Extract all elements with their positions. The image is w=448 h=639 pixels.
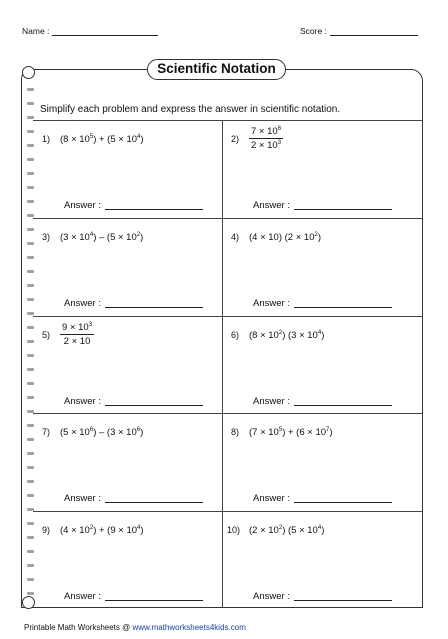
binder-notch bbox=[27, 270, 34, 273]
binder-notch bbox=[27, 340, 34, 343]
problem-number: 2) bbox=[231, 134, 240, 144]
answer-field[interactable] bbox=[253, 493, 392, 504]
answer-label: Answer : bbox=[253, 591, 290, 602]
answer-line[interactable] bbox=[294, 307, 392, 308]
fraction-numerator: $7 \times 10^6$ bbox=[251, 126, 282, 138]
answer-line[interactable] bbox=[105, 405, 203, 406]
problem-3 bbox=[40, 218, 230, 316]
answer-line[interactable] bbox=[294, 600, 392, 601]
binder-notch bbox=[27, 256, 34, 259]
binder-notch bbox=[27, 494, 34, 497]
binder-notch bbox=[27, 326, 34, 329]
score-field[interactable] bbox=[300, 26, 418, 36]
answer-label: Answer : bbox=[64, 298, 101, 309]
binder-notch bbox=[27, 396, 34, 399]
problem-fraction bbox=[249, 126, 283, 151]
problem-1 bbox=[40, 120, 230, 218]
binder-notch bbox=[27, 564, 34, 567]
binder-notch bbox=[27, 200, 34, 203]
answer-field[interactable] bbox=[64, 493, 203, 504]
answer-label: Answer : bbox=[64, 396, 101, 407]
binder-notch bbox=[27, 284, 34, 287]
binder-notch bbox=[27, 592, 34, 595]
problem-expression: $(4 \times 10^2) + (9 \times 10^4)$ bbox=[60, 525, 144, 537]
answer-line[interactable] bbox=[105, 209, 203, 210]
answer-line[interactable] bbox=[105, 600, 203, 601]
binder-notch bbox=[27, 228, 34, 231]
binder-notch bbox=[27, 102, 34, 105]
problem-10 bbox=[229, 511, 419, 609]
answer-field[interactable] bbox=[64, 298, 203, 309]
instructions: Simplify each problem and express the answer in scientific notation. bbox=[40, 104, 341, 115]
binder-notch bbox=[27, 172, 34, 175]
problem-expression: $(3 \times 10^4) - (5 \times 10^2)$ bbox=[60, 232, 144, 244]
fraction-denominator: 2 × 10 bbox=[63, 336, 91, 348]
binder-notch bbox=[27, 536, 34, 539]
name-field[interactable] bbox=[22, 26, 158, 36]
answer-field[interactable] bbox=[64, 200, 203, 211]
problem-fraction bbox=[60, 322, 94, 347]
footer bbox=[24, 623, 246, 632]
answer-label: Answer : bbox=[64, 493, 101, 504]
problem-number: 1) bbox=[42, 134, 51, 144]
binder-notch bbox=[27, 452, 34, 455]
problem-9 bbox=[40, 511, 230, 609]
binder-notch bbox=[27, 424, 34, 427]
problem-number: 3) bbox=[42, 232, 51, 242]
binder-notch bbox=[27, 368, 34, 371]
binder-notch bbox=[27, 88, 34, 91]
problem-number: 9) bbox=[42, 525, 51, 535]
name-label: Name : bbox=[22, 26, 50, 36]
fraction-denominator: $2 \times 10^3$ bbox=[251, 140, 282, 152]
binder-notch bbox=[27, 480, 34, 483]
problem-number: 10) bbox=[227, 525, 241, 535]
binder-notch bbox=[27, 354, 34, 357]
score-line[interactable] bbox=[330, 35, 418, 36]
problem-7 bbox=[40, 413, 230, 511]
binder-notch bbox=[27, 186, 34, 189]
problem-expression: $(2 \times 10^2)$ $(5 \times 10^4)$ bbox=[249, 525, 325, 537]
name-line[interactable] bbox=[52, 35, 158, 36]
binder-notch bbox=[27, 116, 34, 119]
binder-notch bbox=[27, 144, 34, 147]
problem-number: 7) bbox=[42, 427, 51, 437]
answer-label: Answer : bbox=[253, 493, 290, 504]
problem-5 bbox=[40, 316, 230, 414]
answer-line[interactable] bbox=[294, 405, 392, 406]
problem-4 bbox=[229, 218, 419, 316]
answer-field[interactable] bbox=[253, 298, 392, 309]
problem-expression: $(8 \times 10^2)$ $(3 \times 10^4)$ bbox=[249, 330, 325, 342]
answer-label: Answer : bbox=[253, 298, 290, 309]
answer-field[interactable] bbox=[253, 396, 392, 407]
answer-field[interactable] bbox=[64, 591, 203, 602]
worksheet-title: Scientific Notation bbox=[147, 59, 286, 80]
answer-line[interactable] bbox=[105, 502, 203, 503]
binder-notch bbox=[27, 312, 34, 315]
problem-expression: $(8 \times 10^5) + (5 \times 10^4)$ bbox=[60, 134, 144, 146]
problem-number: 5) bbox=[42, 330, 51, 340]
scroll-curl-bottom bbox=[22, 596, 35, 609]
binder-notch bbox=[27, 578, 34, 581]
footer-label: Printable Math Worksheets @ bbox=[24, 623, 131, 632]
footer-url[interactable]: www.mathworksheets4kids.com bbox=[132, 623, 246, 632]
binder-notch bbox=[27, 158, 34, 161]
answer-label: Answer : bbox=[64, 200, 101, 211]
problem-expression: $(5 \times 10^6) - (3 \times 10^6)$ bbox=[60, 427, 144, 439]
answer-line[interactable] bbox=[105, 307, 203, 308]
answer-label: Answer : bbox=[64, 591, 101, 602]
problem-expression: $(7 \times 10^5) + (6 \times 10^7)$ bbox=[249, 427, 333, 439]
problem-2 bbox=[229, 120, 419, 218]
problem-number: 8) bbox=[231, 427, 240, 437]
problem-number: 6) bbox=[231, 330, 240, 340]
answer-label: Answer : bbox=[253, 396, 290, 407]
binder-notch bbox=[27, 522, 34, 525]
binder-notch bbox=[27, 438, 34, 441]
answer-line[interactable] bbox=[294, 502, 392, 503]
score-label: Score : bbox=[300, 26, 327, 36]
answer-label: Answer : bbox=[253, 200, 290, 211]
answer-field[interactable] bbox=[253, 200, 392, 211]
fraction-numerator: $9 \times 10^3$ bbox=[62, 322, 93, 334]
problem-6 bbox=[229, 316, 419, 414]
binder-notch bbox=[27, 382, 34, 385]
answer-field[interactable] bbox=[64, 396, 203, 407]
answer-line[interactable] bbox=[294, 209, 392, 210]
binder-notch bbox=[27, 242, 34, 245]
binder-notch bbox=[27, 550, 34, 553]
binder-notch bbox=[27, 466, 34, 469]
binder-notch bbox=[27, 298, 34, 301]
problem-number: 4) bbox=[231, 232, 240, 242]
binder-notch bbox=[27, 214, 34, 217]
answer-field[interactable] bbox=[253, 591, 392, 602]
scroll-curl-top bbox=[22, 66, 35, 79]
problem-8 bbox=[229, 413, 419, 511]
binder-notch bbox=[27, 130, 34, 133]
problem-expression: (4 × 10) $(2 \times 10^2)$ bbox=[249, 232, 321, 244]
